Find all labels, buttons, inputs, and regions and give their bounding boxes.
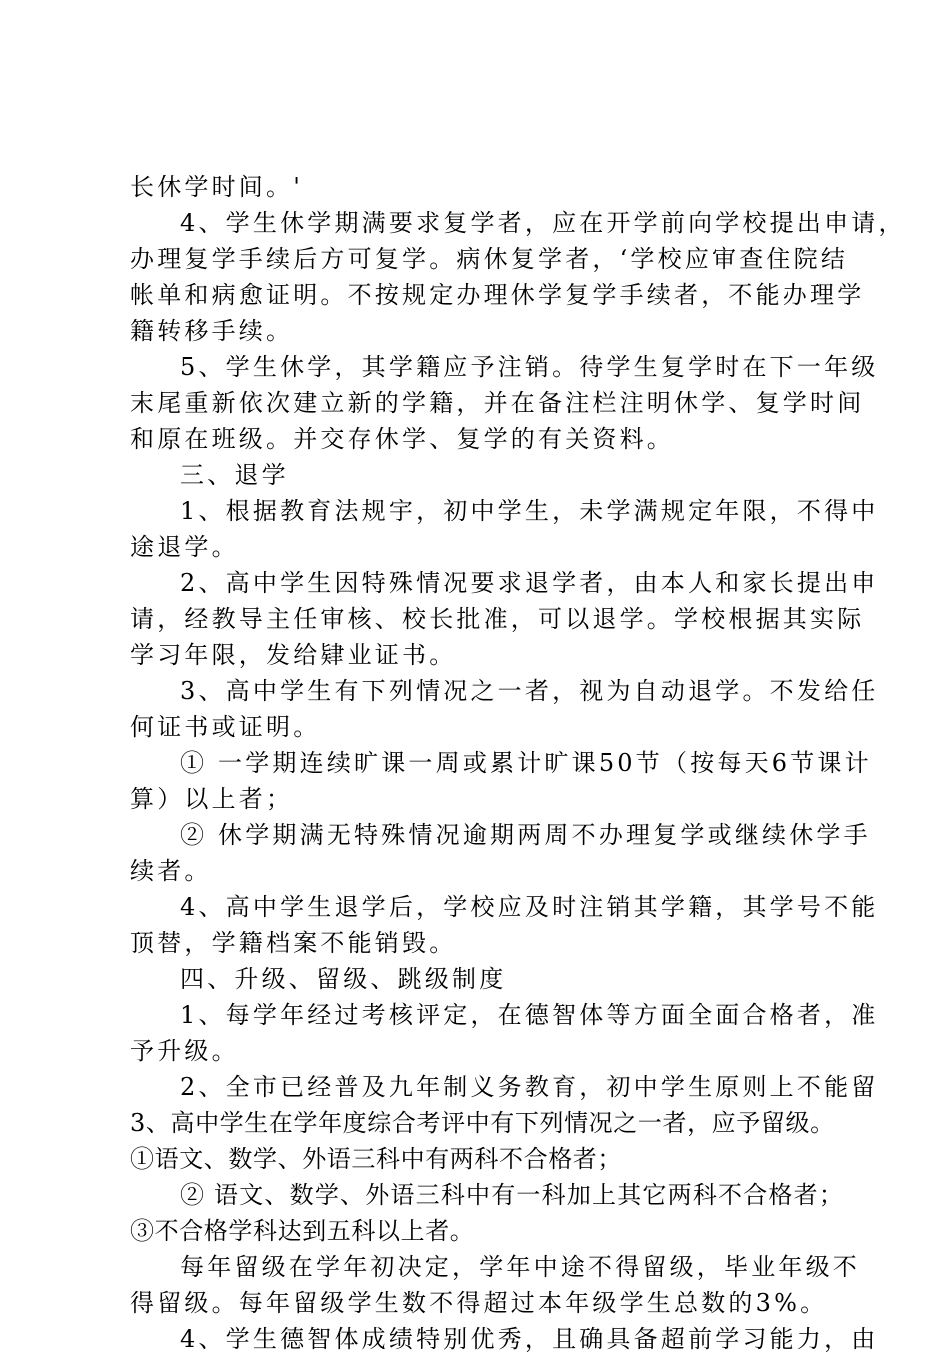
text-line: 学习年限，发给肄业证书。 (130, 641, 457, 669)
text-line: 长休学时间。' (130, 173, 303, 201)
text-line: 请，经教导主任审核、校长批准，可以退学。学校根据其实际 (130, 605, 865, 633)
text-line: 途退学。 (130, 533, 239, 561)
text-line: 3、高中学生在学年度综合考评中有下列情况之一者，应予留级。 (130, 1109, 835, 1137)
text-line: 得留级。每年留级学生数不得超过本年级学生总数的3%。 (130, 1289, 828, 1317)
text-line: 和原在班级。并交存休学、复学的有关资料。 (130, 425, 674, 453)
text-line: 帐单和病愈证明。不按规定办理休学复学手续者，不能办理学 (130, 281, 865, 309)
text-line: 算）以上者； (130, 785, 294, 813)
text-line: 予升级。 (130, 1037, 239, 1065)
text-line: 1、根据教育法规宇，初中学生，未学满规定年限，不得中 (180, 497, 879, 525)
text-line: 每年留级在学年初决定，学年中途不得留级，毕业年级不 (180, 1253, 860, 1281)
text-line: ① 一学期连续旷课一周或累计旷课50节（按每天6节课计 (180, 749, 872, 777)
text-line: 顶替，学籍档案不能销毁。 (130, 929, 457, 957)
text-line: 1、每学年经过考核评定，在德智体等方面全面合格者，准 (180, 1001, 879, 1029)
text-line: 4、高中学生退学后，学校应及时注销其学籍，其学号不能 (180, 893, 879, 921)
text-line: ①语文、数学、外语三科中有两科不合格者； (130, 1145, 622, 1173)
text-line: 2、高中学生因特殊情况要求退学者，由本人和家长提出申 (180, 569, 879, 597)
text-line: ③不合格学科达到五科以上者。 (130, 1217, 475, 1245)
text-line: 何证书或证明。 (130, 713, 321, 741)
text-line: 2、全市已经普及九年制义务教育，初中学生原则上不能留 (180, 1073, 879, 1101)
text-line: ② 休学期满无特殊情况逾期两周不办理复学或继续休学手 (180, 821, 871, 849)
section-heading: 三、退学 (180, 461, 289, 489)
text-line: 4、学生德智体成绩特别优秀，且确具备超前学习能力，由 (180, 1325, 879, 1353)
text-line: 籍转移手续。 (130, 317, 294, 345)
text-line: 3、高中学生有下列情况之一者，视为自动退学。不发给任 (180, 677, 879, 705)
section-heading: 四、升级、留级、跳级制度 (180, 965, 507, 993)
text-line: 办理复学手续后方可复学。病休复学者，‘学校应审查住院结 (130, 245, 849, 273)
text-line: ② 语文、数学、外语三科中有一科加上其它两科不合格者； (180, 1181, 845, 1209)
text-line: 5、学生休学，其学籍应予注销。待学生复学时在下一年级 (180, 353, 879, 381)
text-line: 末尾重新依次建立新的学籍，并在备注栏注明休学、复学时间 (130, 389, 865, 417)
text-line: 4、学生休学期满要求复学者，应在开学前向学校提出申请， (180, 209, 906, 237)
text-line: 续者。 (130, 857, 212, 885)
